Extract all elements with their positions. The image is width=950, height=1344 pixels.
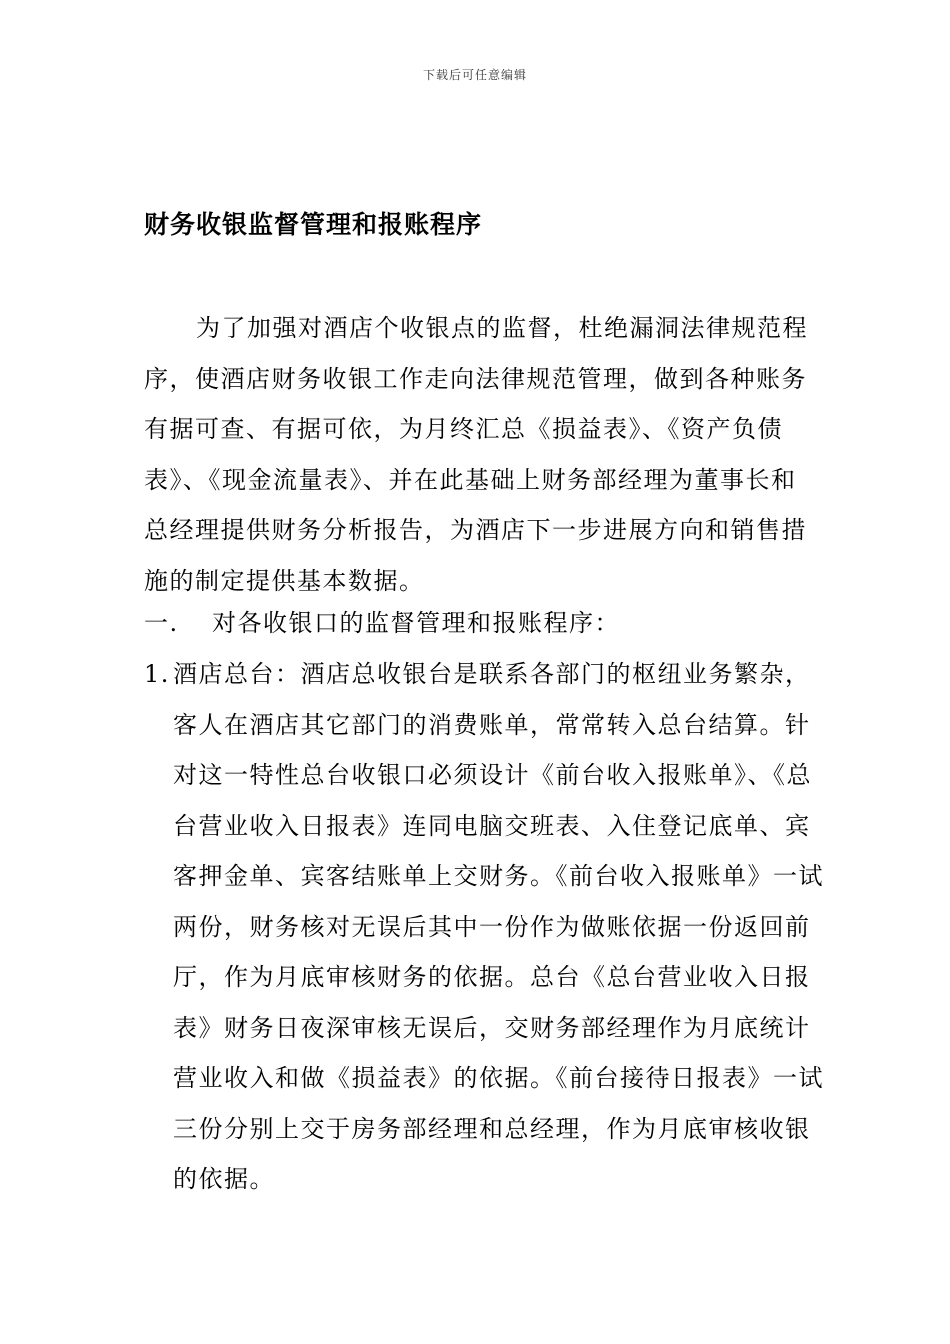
section-number: 一. (144, 609, 179, 637)
list-item-marker: 1. (144, 660, 170, 688)
section-heading (144, 598, 620, 648)
intro-paragraph: 为了加强对酒店个收银点的监督，杜绝漏洞法律规范程序，使酒店财务收银工作走向法律规范管理，做到各种账务有据可查、有据可依，为月终汇总《损益表》、《资产负债表》、《现金流量表》、并在此基础上财务部经理为董事长和总经理提供财务分析报告，为酒店下一步进展方向和销售措施的制定提供基本数据。 (144, 314, 808, 595)
document-title: 财务收银监督管理和报账程序 (144, 210, 483, 239)
header-note: 下载后可任意编辑 (422, 68, 527, 82)
list-item-text: 酒店总台：酒店总收银台是联系各部门的枢纽业务繁杂，客人在酒店其它部门的消费账单，常常转入总台结算。针对这一特性总台收银口必须设计《前台收入报账单》、《总台营业收入日报表》连同电脑交班表、入住登记底单、宾客押金单、宾客结账单上交财务。《前台收入报账单》一试两份，财务核对无误后其中一份作为做账依据一份返回前厅，作为月底审核财务的依据。总台《总台营业收入日报表》财务日夜深审核无误后，交财务部经理作为月底统计营业收入和做《损益表》的依据。《前台接待日报表》一试三份分别上交于房务部经理和总经理，作为月底审核收银的依据。 (173, 660, 824, 1193)
list-item (144, 649, 834, 1205)
section-heading-text: 对各收银口的监督管理和报账程序： (212, 609, 620, 637)
